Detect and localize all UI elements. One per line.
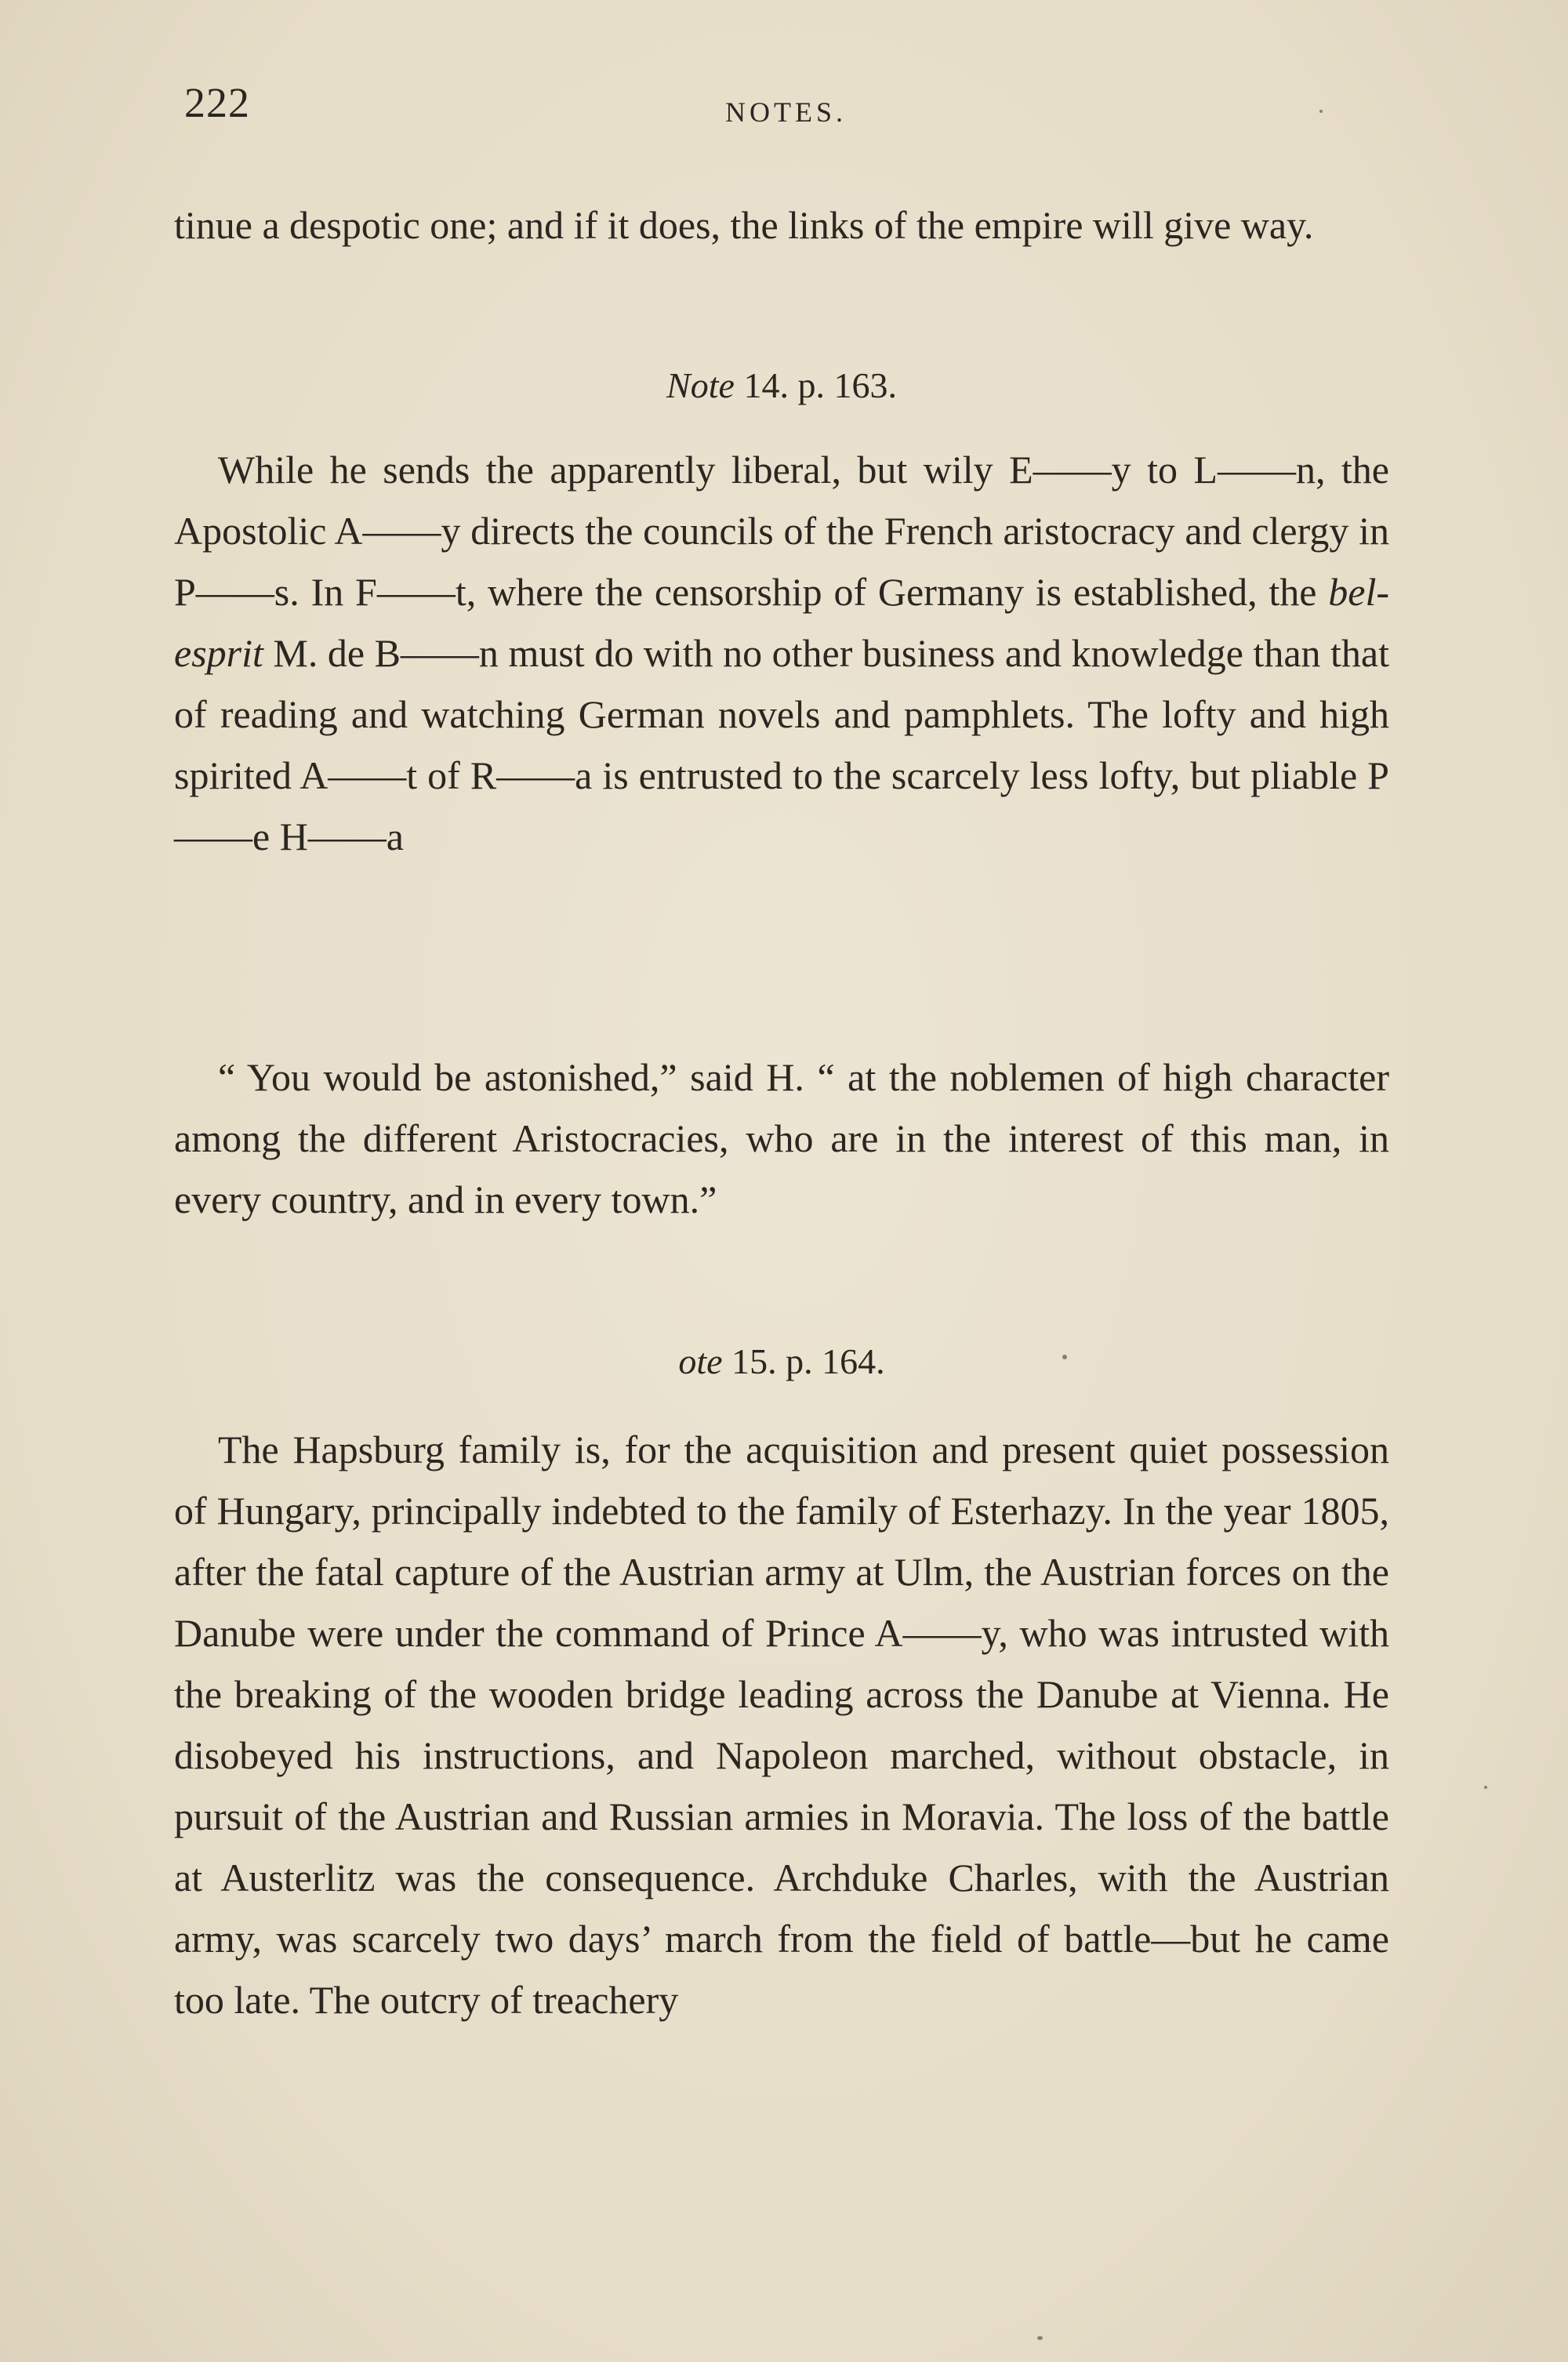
note-14-reference: 14. p. 163. (743, 365, 897, 405)
note-14-italic-phrase: bel-esprit (174, 570, 1389, 675)
note-14-paragraph-block (174, 439, 1389, 867)
note-14-quote-block (174, 1047, 1389, 1230)
paper-speck (1319, 110, 1323, 113)
paper-speck (1037, 2336, 1043, 2340)
note-14-label: Note (666, 365, 735, 405)
note-15-paragraph-block (174, 1419, 1389, 2030)
note-14-text-before: While he sends the apparently liberal, but wily E——y to L——n, the Apostolic A——y directs the councils of the French aristocracy and clergy in P——s. In F——t, where the censorship of Germany is established, the (174, 448, 1389, 614)
paper-speck (1484, 1786, 1487, 1789)
running-head: NOTES. (725, 96, 847, 128)
note-15-heading (174, 1341, 1389, 1382)
note-14-quote: “ You would be astonished,” said H. “ at the noblemen of high character among the different Aristocracies, who are in the interest of this man, in every country, and in every town.” (174, 1055, 1389, 1221)
note-14-paragraph (174, 439, 1389, 867)
intro-paragraph: tinue a despotic one; and if it does, the links of the empire will give way. (174, 203, 1314, 247)
note-15-reference: 15. p. 164. (731, 1341, 885, 1381)
page-header (184, 78, 1388, 141)
note-15-label: ote (678, 1341, 723, 1381)
note-15-paragraph: The Hapsburg family is, for the acquisition and present quiet possession of Hungary, principally indebted to the family of Esterhazy. In the year 1805, after the fatal capture of the Austrian army at Ulm, the Austrian forces on the Danube were under the command of Prince A——y, who was intrusted with the breaking of the wooden bridge leading across the Danube at Vienna. He disobeyed his instructions, and Napoleon marched, without obstacle, in pursuit of the Austrian and Russian armies in Moravia. The loss of the battle at Austerlitz was the consequence. Archduke Charles, with the Austrian army, was scarcely two days’ march from the field of battle—but he came too late. The outcry of treachery (174, 1428, 1389, 2022)
note-14-text-after: M. de B——n must do with no other business and knowledge than that of reading and watching German novels and pamphlets. The lofty and high spirited A——t of R——a is entrusted to the scarcely less lofty, but pliable P——e H——a (174, 631, 1389, 858)
paper-speck (1062, 1355, 1067, 1359)
note-14-heading (174, 365, 1389, 406)
intro-paragraph-block (174, 194, 1389, 256)
page-number: 222 (184, 79, 250, 126)
